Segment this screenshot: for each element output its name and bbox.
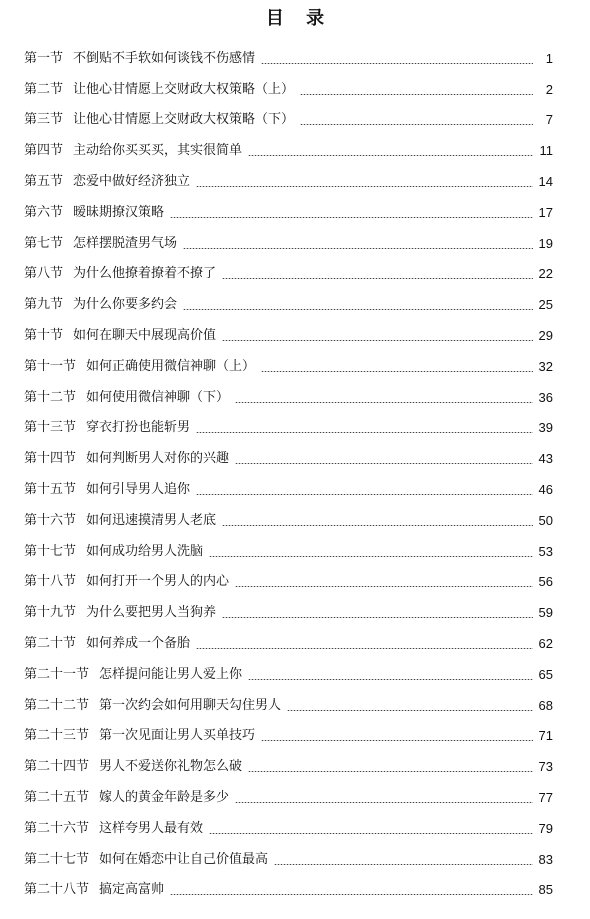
dot-leader	[170, 217, 533, 218]
toc-page-number: 53	[538, 543, 553, 559]
toc-section-title: 让他心甘情愿上交财政大权策略（下）	[73, 112, 295, 128]
toc-page-number: 32	[538, 358, 553, 374]
toc-entry[interactable]	[24, 810, 553, 841]
toc-page-number: 2	[545, 81, 553, 97]
toc-section-number: 第十节	[24, 327, 64, 343]
toc-page-number: 62	[538, 635, 553, 651]
toc-section-title: 第一次见面让男人买单技巧	[99, 728, 256, 744]
toc-page-number: 1	[545, 50, 553, 66]
toc-section-title: 如何在婚恋中让自己价值最高	[99, 851, 269, 867]
dot-leader	[300, 94, 533, 95]
toc-entry-label	[24, 605, 216, 625]
toc-section-number: 第五节	[24, 173, 64, 189]
toc-entry[interactable]	[24, 533, 553, 564]
toc-entry-label	[24, 420, 190, 440]
toc-page-number: 39	[538, 420, 553, 436]
dot-leader	[222, 525, 533, 526]
dot-leader	[248, 771, 533, 772]
toc-page-number: 43	[538, 451, 553, 467]
toc-entry[interactable]	[24, 656, 553, 687]
toc-section-title: 不倒贴不手软如何谈钱不伤感情	[73, 50, 256, 66]
toc-section-number: 第十九节	[24, 605, 77, 621]
toc-section-title: 如何打开一个男人的内心	[86, 574, 230, 590]
toc-page-number: 73	[538, 759, 553, 775]
toc-section-number: 第四节	[24, 143, 64, 159]
toc-section-title: 为什么他撩着撩着不撩了	[73, 266, 217, 282]
toc-section-number: 第二十六节	[24, 820, 90, 836]
toc-entry-label	[24, 790, 229, 810]
toc-entry-label	[24, 482, 190, 502]
toc-section-title: 第一次约会如何用聊天勾住男人	[99, 697, 282, 713]
toc-entry-label	[24, 698, 281, 718]
dot-leader	[261, 371, 533, 372]
toc-page-number: 46	[538, 481, 553, 497]
toc-page-number: 85	[538, 882, 553, 898]
toc-section-number: 第二节	[24, 81, 64, 97]
toc-page-number: 77	[538, 789, 553, 805]
dot-leader	[170, 894, 533, 895]
toc-section-title: 主动给你买买买，其实很简单	[73, 143, 243, 159]
toc-section-number: 第二十三节	[24, 728, 90, 744]
toc-section-title: 如何在聊天中展现高价值	[73, 327, 217, 343]
toc-entry-label	[24, 882, 164, 902]
toc-section-title: 如何引导男人追你	[86, 481, 191, 497]
toc-entry-label	[24, 574, 229, 594]
dot-leader	[222, 278, 533, 279]
dot-leader	[274, 864, 533, 865]
toc-section-title: 嫁人的黄金年龄是多少	[99, 789, 230, 805]
toc-page-number: 22	[538, 266, 553, 282]
toc-section-title: 搞定高富帅	[99, 882, 165, 898]
dot-leader	[235, 802, 533, 803]
toc-section-number: 第十七节	[24, 543, 77, 559]
dot-leader	[248, 155, 533, 156]
toc-page-number: 68	[538, 697, 553, 713]
toc-entry[interactable]	[24, 748, 553, 779]
toc-section-number: 第十五节	[24, 481, 77, 497]
toc-entry[interactable]	[24, 71, 553, 102]
toc-entry-label	[24, 236, 177, 256]
toc-entry-label	[24, 328, 216, 348]
toc-entry[interactable]	[24, 502, 553, 533]
toc-section-title: 男人不爱送你礼物怎么破	[99, 759, 243, 775]
dot-leader	[183, 309, 533, 310]
toc-section-number: 第六节	[24, 204, 64, 220]
toc-section-number: 第二十二节	[24, 697, 90, 713]
toc-entry[interactable]	[24, 440, 553, 471]
toc-section-title: 如何正确使用微信神聊（上）	[86, 358, 256, 374]
toc-section-number: 第一节	[24, 50, 64, 66]
toc-section-number: 第二十五节	[24, 789, 90, 805]
toc-section-number: 第三节	[24, 112, 64, 128]
toc-entry[interactable]	[24, 194, 553, 225]
dot-leader	[235, 586, 533, 587]
toc-list	[24, 40, 553, 902]
toc-entry-label	[24, 174, 190, 194]
toc-entry-label	[24, 82, 294, 102]
toc-entry[interactable]	[24, 225, 553, 256]
toc-section-title: 如何养成一个备胎	[86, 635, 191, 651]
toc-page-number: 17	[538, 204, 553, 220]
toc-entry[interactable]	[24, 471, 553, 502]
toc-page-number: 19	[538, 235, 553, 251]
toc-page-number: 56	[538, 574, 553, 590]
toc-entry[interactable]	[24, 102, 553, 133]
toc-entry-label	[24, 544, 203, 564]
toc-section-number: 第十一节	[24, 358, 77, 374]
toc-entry[interactable]	[24, 40, 553, 71]
toc-section-number: 第十三节	[24, 420, 77, 436]
toc-entry[interactable]	[24, 779, 553, 810]
toc-section-number: 第二十节	[24, 635, 77, 651]
toc-section-number: 第八节	[24, 266, 64, 282]
toc-section-title: 为什么要把男人当狗养	[86, 605, 217, 621]
toc-page-number: 14	[538, 173, 553, 189]
dot-leader	[196, 648, 533, 649]
toc-entry-label	[24, 359, 255, 379]
toc-entry[interactable]	[24, 594, 553, 625]
toc-section-number: 第十四节	[24, 451, 77, 467]
toc-section-title: 如何迅速摸清男人老底	[86, 512, 217, 528]
toc-section-title: 为什么你要多约会	[73, 297, 178, 313]
dot-leader	[196, 432, 533, 433]
toc-section-number: 第七节	[24, 235, 64, 251]
toc-entry-label	[24, 266, 216, 286]
toc-section-title: 如何判断男人对你的兴趣	[86, 451, 230, 467]
toc-page-number: 11	[539, 143, 553, 159]
toc-entry-label	[24, 728, 255, 748]
toc-entry-label	[24, 205, 164, 225]
toc-entry[interactable]	[24, 564, 553, 595]
dot-leader	[209, 556, 533, 557]
toc-entry-label	[24, 821, 203, 841]
toc-section-number: 第九节	[24, 297, 64, 313]
toc-entry[interactable]	[24, 163, 553, 194]
toc-entry[interactable]	[24, 625, 553, 656]
toc-page-number: 59	[538, 605, 553, 621]
toc-page-number: 65	[538, 666, 553, 682]
toc-entry-label	[24, 143, 242, 163]
toc-page-number: 79	[538, 820, 553, 836]
dot-leader	[222, 617, 533, 618]
toc-entry-label	[24, 852, 268, 872]
toc-section-number: 第十六节	[24, 512, 77, 528]
dot-leader	[261, 740, 533, 741]
toc-entry[interactable]	[24, 256, 553, 287]
toc-entry[interactable]	[24, 687, 553, 718]
toc-page-number: 36	[538, 389, 553, 405]
toc-section-title: 怎样摆脱渣男气场	[73, 235, 178, 251]
toc-section-title: 这样夸男人最有效	[99, 820, 204, 836]
toc-section-number: 第二十一节	[24, 666, 90, 682]
toc-entry-label	[24, 759, 242, 779]
toc-section-title: 暧昧期撩汉策略	[73, 204, 165, 220]
dot-leader	[300, 124, 533, 125]
toc-entry-label	[24, 636, 190, 656]
toc-page-number: 29	[538, 327, 553, 343]
toc-section-number: 第二十七节	[24, 851, 90, 867]
toc-section-title: 恋爱中做好经济独立	[73, 173, 191, 189]
toc-section-title: 穿衣打扮也能斩男	[86, 420, 191, 436]
toc-page-number: 7	[545, 112, 553, 128]
toc-page-number: 25	[538, 297, 553, 313]
toc-entry-label	[24, 112, 294, 132]
dot-leader	[196, 494, 533, 495]
dot-leader	[183, 248, 533, 249]
toc-entry-label	[24, 51, 255, 71]
toc-section-title: 如何使用微信神聊（下）	[86, 389, 230, 405]
dot-leader	[209, 833, 533, 834]
dot-leader	[248, 679, 533, 680]
toc-entry[interactable]	[24, 286, 553, 317]
toc-entry[interactable]	[24, 348, 553, 379]
toc-entry-label	[24, 451, 229, 471]
toc-entry[interactable]	[24, 410, 553, 441]
dot-leader	[235, 463, 533, 464]
toc-section-number: 第十八节	[24, 574, 77, 590]
toc-section-title: 怎样提问能让男人爱上你	[99, 666, 243, 682]
toc-entry-label	[24, 297, 177, 317]
toc-entry[interactable]	[24, 872, 553, 903]
toc-page-number: 50	[538, 512, 553, 528]
toc-entry-label	[24, 390, 229, 410]
dot-leader	[196, 186, 533, 187]
dot-leader	[222, 340, 533, 341]
toc-section-title: 如何成功给男人洗脑	[86, 543, 204, 559]
toc-section-number: 第二十四节	[24, 759, 90, 775]
dot-leader	[261, 63, 533, 64]
toc-section-number: 第十二节	[24, 389, 77, 405]
toc-page-number: 71	[538, 728, 553, 744]
toc-section-number: 第二十八节	[24, 882, 90, 898]
toc-page-number: 83	[538, 851, 553, 867]
toc-entry[interactable]	[24, 379, 553, 410]
toc-entry[interactable]	[24, 718, 553, 749]
toc-entry[interactable]	[24, 132, 553, 163]
dot-leader	[287, 710, 533, 711]
toc-entry-label	[24, 667, 242, 687]
page-title: 目 录	[265, 8, 333, 29]
toc-section-title: 让他心甘情愿上交财政大权策略（上）	[73, 81, 295, 97]
dot-leader	[235, 402, 533, 403]
toc-entry[interactable]	[24, 317, 553, 348]
toc-entry[interactable]	[24, 841, 553, 872]
toc-entry-label	[24, 513, 216, 533]
